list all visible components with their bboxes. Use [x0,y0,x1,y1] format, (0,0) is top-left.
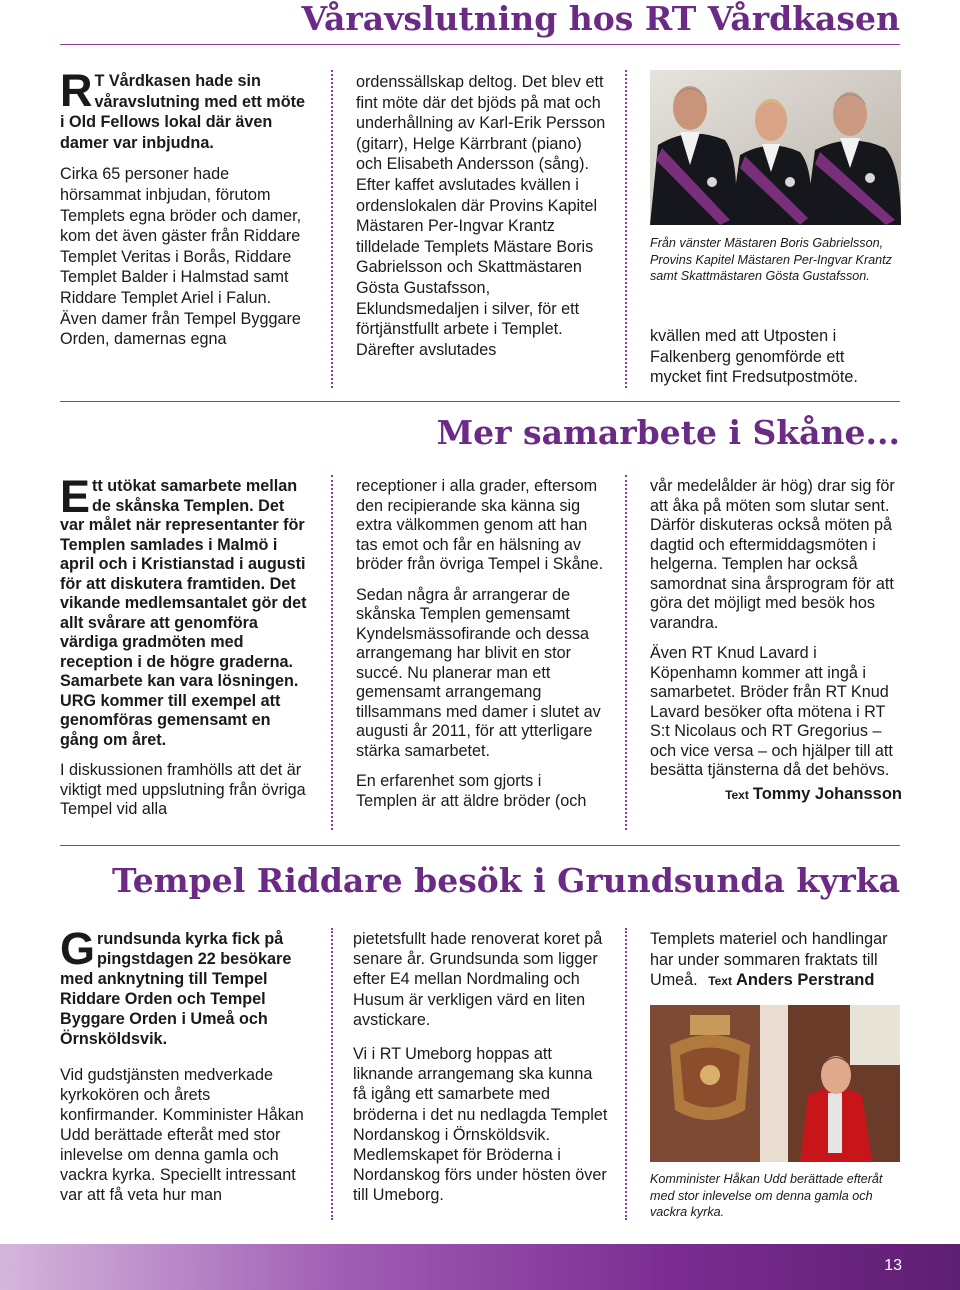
article2-rule [60,401,900,402]
article2-col2-paragraph: En erfarenhet som gjorts i Templen är att äldre bröder (och [356,772,587,810]
article3-lead: rundsunda kyrka fick på pingstdagen 22 besökare med anknytning till Tempel Riddare Orden och Tempel Byggare Orden i Umeå och Örnsköldsvik. [60,930,292,1048]
byline-author: Anders Perstrand [735,971,875,989]
article2-col1 [60,471,312,831]
article1-rule [60,44,900,45]
group-photo [650,70,901,225]
article3-dropcap: G [60,923,96,974]
article1-col1-paragraph: Cirka 65 personer hade hörsammat inbjudan, förutom Templets egna bröder och damer, kom det även gäster från Riddare Templet Veritas i Borås, Riddare Templet Balder i Halmstad samt Riddare Templet Ariel i Falun. Även damer från Tempel Byggare Orden, damernas egna [60,165,302,349]
footer-bar [0,1244,960,1290]
byline-label: Text [725,787,749,802]
article2-dropcap: E [60,471,91,522]
article2-col2-paragraph: receptioner i alla grader, eftersom den recipierande ska känna sig extra välkommen genom att han tas emot och får en hälsning av bröder från övriga Tempel i Skåne. [356,477,604,573]
article2-col1-paragraph: I diskussionen framhölls att det är viktigt med uppslutning från övriga Tempel vid alla [60,761,306,818]
article1-col3 [650,326,900,399]
article2-byline [650,785,902,806]
column-divider [625,70,627,388]
article2-col3-paragraph: Även RT Knud Lavard i Köpenhamn kommer att ingå i samarbetet. Bröder från RT Knud Lavard besöker ofta mötena i RT S:t Nicolaus och RT Gregorius – och vice versa – och hjälper till att besätta tjänsterna då det behövs. [650,644,893,779]
article2-col3 [650,477,902,805]
article1-photo-caption: Från vänster Mästaren Boris Gabrielsson, Provins Kapitel Mästaren Per-Ingvar Krantz samt Skattmästaren Gösta Gustafsson. [650,236,892,283]
article3-col3 [650,929,902,992]
article3-title: Tempel Riddare besök i Grundsunda kyrka [112,861,900,900]
article1-col3-paragraph: kvällen med att Utposten i Falkenberg genomförde ett mycket fint Fredsutpostmöte. [650,327,858,387]
article3-byline [708,971,874,989]
article3-col2 [353,929,608,1217]
byline-author: Tommy Johansson [752,784,902,803]
article2-col3-paragraph: vår medelålder är hög) drar sig för att åka på möten som slutar sent. Därför diskuteras också möten på dagtid och eftermiddagsmöten i helgerna. Templen har också samordnat sina årsprogram för att göra det möjligt med besök hos varandra. [650,477,895,632]
article1-col1 [60,65,310,361]
page-number: 13 [884,1257,902,1274]
article3-rule [60,845,900,846]
article1-lead: T Vårdkasen hade sin våravslutning med ett möte i Old Fellows lokal där även damer var inbjudna. [60,72,305,152]
article3-col1 [60,923,312,1216]
column-divider [625,928,627,1220]
article1-col2 [356,72,606,371]
article3-col2-paragraph: pietetsfullt hade renoverat koret på senare år. Grundsunda som ligger efter E4 mellan Nordmaling och Husum är verkligen värd en liten avstickare. [353,930,603,1029]
church-photo [650,1005,900,1162]
column-divider [331,475,333,830]
column-divider [331,70,333,388]
article2-title: Mer samarbete i Skåne... [436,413,900,452]
article1-col2-paragraph: ordenssällskap deltog. Det blev ett fint möte där det bjöds på mat och underhållning av Karl-Erik Persson (gitarr), Helge Kärrbrant (piano) och Elisabeth Andersson (sång). Efter kaffet avslutades kvällen i ordenslokalen där Provins Kapitel Mästaren Per-Ingvar Krantz tilldelade Templets Mästare Boris Gabrielsson och Skattmästaren Gösta Gustafsson, Eklundsmedaljen i silver, för ett förtjänstfullt arbete i Templet. Därefter avslutades [356,73,606,359]
article1-title: Våravslutning hos RT Vårdkasen [301,0,900,38]
article3-col3-paragraph: Templets materiel och handlingar har under sommaren fraktats till Umeå. [650,930,888,989]
article2-col2-paragraph: Sedan några år arrangerar de skånska Templen gemensamt Kyndelsmässofirande och dessa arrangemang har blivit en stor succé. Nu planerar man ett gemensamt arrangemang tillsammans med damer i slutet av augusti år 2011, för att ytterligare stärka samarbetet. [356,585,601,760]
byline-label: Text [708,974,732,988]
article3-col1-paragraph: Vid gudstjänsten medverkade kyrkokören och årets konfirmander. Komminister Håkan Udd berättade efteråt med stor inlevelse om denna gamla och vackra kyrka. Speciellt intressant var att få veta hur man [60,1066,304,1204]
article3-photo-caption: Komminister Håkan Udd berättade efteråt med stor inlevelse om denna gamla och vackra kyrka. [650,1172,883,1219]
column-divider [331,928,333,1220]
article2-col2 [356,477,606,822]
article2-lead: tt utökat samarbete mellan de skånska Templen. Det var målet när representanter för Templen samlades i Malmö i april och i Kristianstad i augusti för att diskutera framtiden. Det vikande medlemsantalet gör det allt svårare att genomföra värdiga gradmöten med reception i de högre graderna. Samarbete kan vara lösningen. URG kommer till exempel att genomföras gemensamt en gång om året. [60,477,307,749]
article3-col2-paragraph: Vi i RT Umeborg hoppas att liknande arrangemang ska kunna få igång ett samarbete med bröderna i det nu nedlagda Templet Nordanskog i Örnsköldsvik. Medlemskapet för Bröderna i Nordanskog förs under hösten över till Umeborg. [353,1045,608,1205]
column-divider [625,475,627,830]
article1-dropcap: R [60,65,93,116]
